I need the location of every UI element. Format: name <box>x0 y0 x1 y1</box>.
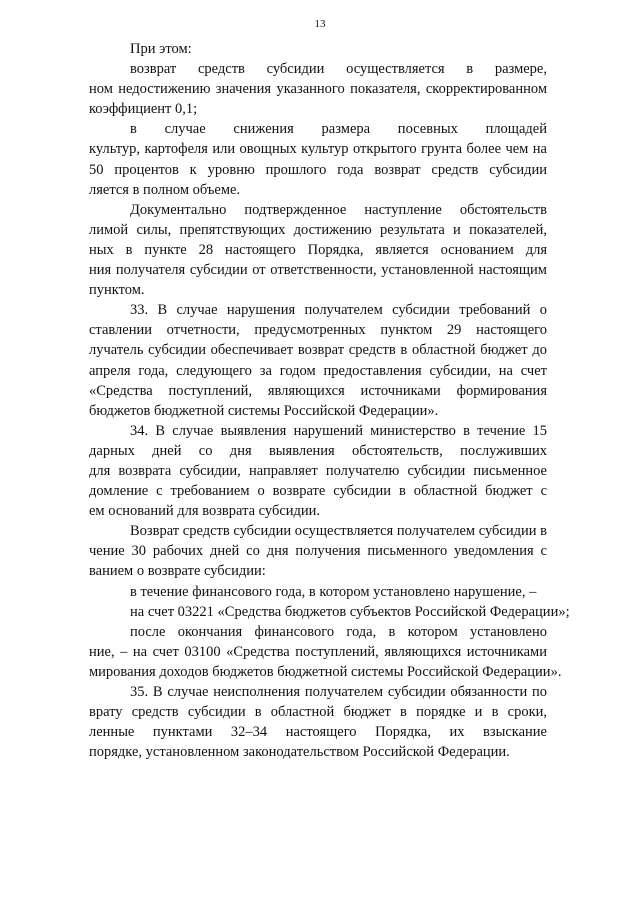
document-body <box>89 39 570 762</box>
text-line: коэффициент 0,1; <box>89 101 198 118</box>
paragraph-34 <box>89 421 547 521</box>
text-line: дарных дней со дня выявления обстоятельств, послуживших <box>89 442 547 459</box>
text-line: 50 процентов к уровню прошлого года возврат средств субсидии <box>89 161 547 178</box>
text-line: для возврата субсидии, направляет получателю субсидии письменное <box>89 462 547 479</box>
text-line: лучатель субсидии обеспечивает возврат средств в областной бюджет до <box>89 342 547 359</box>
text-line: «Средства поступлений, являющихся источниками формирования <box>89 382 547 399</box>
paragraph-force-majeure <box>89 200 547 300</box>
paragraph-30-days <box>89 521 547 581</box>
paragraph-area-reduction <box>89 119 547 199</box>
text-line: культур, картофеля или овощных культур открытого грунта более чем на <box>89 141 547 158</box>
text-line: мирования доходов бюджетов бюджетной системы Российской Федерации». <box>89 663 562 680</box>
text-line: ванием о возврате субсидии: <box>89 563 266 580</box>
text-line: врату средств субсидии в областной бюджет в порядке и в сроки, <box>89 704 547 721</box>
text-line: пунктом. <box>89 282 145 299</box>
text-line: 33. В случае нарушения получателем субсидии требований о <box>130 302 547 319</box>
text-line: ния получателя субсидии от ответственности, установленной настоящим <box>89 262 547 279</box>
paragraph-fin-year <box>89 582 547 602</box>
text-line: чение 30 рабочих дней со дня получения письменного уведомления с <box>89 543 547 560</box>
paragraph-35 <box>89 682 547 762</box>
text-line: на счет 03221 «Средства бюджетов субъектов Российской Федерации»; <box>130 603 570 620</box>
text-line: ленные пунктами 32–34 настоящего Порядка, их взыскание <box>89 724 547 741</box>
text-line: ставлении отчетности, предусмотренных пунктом 29 настоящего <box>89 322 547 339</box>
text-line: апреля года, следующего за годом предоставления субсидии, на счет <box>89 362 547 379</box>
text-line: ем оснований для возврата субсидии. <box>89 503 321 520</box>
text-line: ных в пункте 28 настоящего Порядка, является основанием для <box>89 241 547 258</box>
text-line: Возврат средств субсидии осуществляется получателем субсидии в <box>130 523 547 540</box>
paragraph-intro <box>89 39 547 59</box>
text-line: Документально подтвержденное наступление обстоятельств <box>130 201 547 218</box>
text-line: бюджетов бюджетной системы Российской Федерации». <box>89 402 439 419</box>
text-line: 35. В случае неисполнения получателем субсидии обязанности по <box>130 684 547 700</box>
text-line: в случае снижения размера посевных площадей <box>130 121 547 138</box>
text-line: ние, – на счет 03100 «Средства поступлений, являющихся источниками <box>89 643 547 660</box>
text-line: 34. В случае выявления нарушений министерство в течение 15 <box>130 422 547 439</box>
paragraph-account-03221 <box>89 602 570 622</box>
text-line: ляется в полном объеме. <box>89 181 241 198</box>
text-line: ном недостижению значения указанного показателя, скорректированном <box>89 81 547 98</box>
text-line: лимой силы, препятствующих достижению результата и показателей, <box>89 221 547 238</box>
text-line: порядке, установленном законодательством Российской Федерации. <box>89 744 510 761</box>
text-line: после окончания финансового года, в котором установлено <box>130 623 547 640</box>
page-number: 13 <box>314 18 326 30</box>
text-line: возврат средств субсидии осуществляется в размере, <box>130 61 547 78</box>
paragraph-after-year <box>89 622 562 682</box>
text-line: домление с требованием о возврате субсидии в областной бюджет с <box>89 483 547 500</box>
text-line: в течение финансового года, в котором установлено нарушение, – <box>130 583 537 600</box>
text-line: При этом: <box>130 41 192 57</box>
paragraph-33 <box>89 300 547 421</box>
paragraph-return-proportional <box>89 59 547 119</box>
